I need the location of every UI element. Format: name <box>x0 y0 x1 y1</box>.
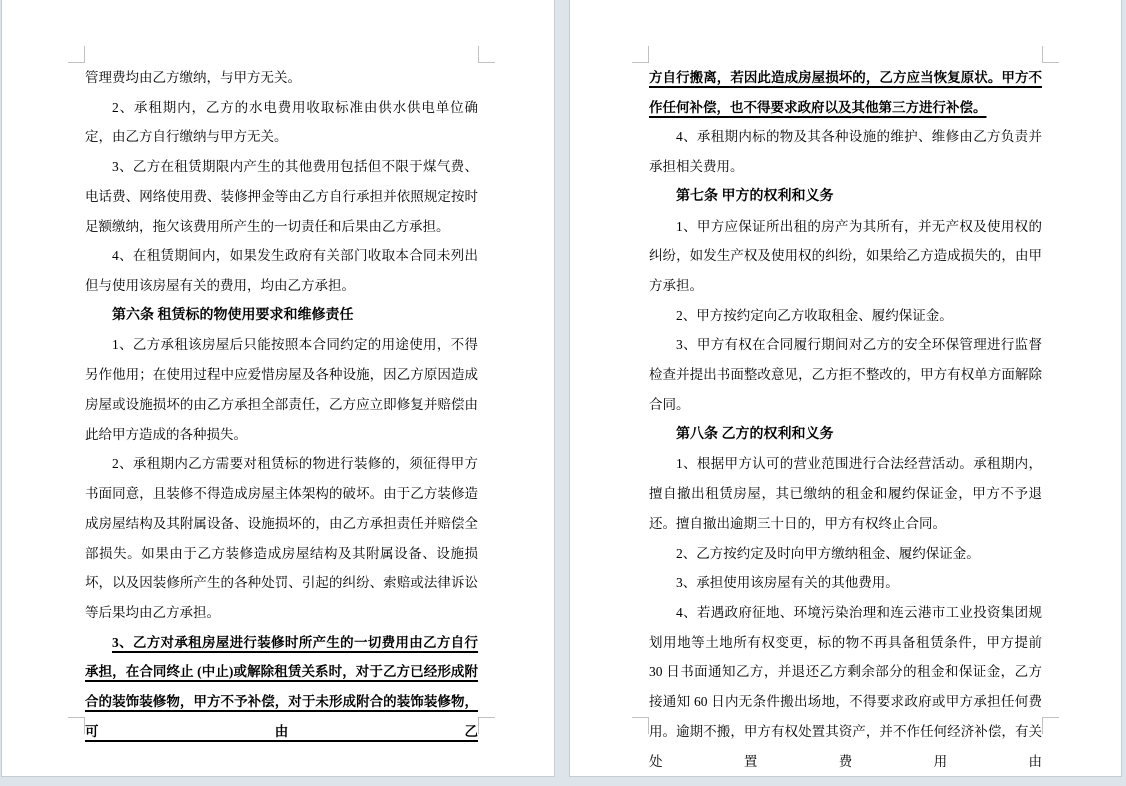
paragraph-emphasized-clause[interactable]: 3、乙方对承租房屋进行装修时所产生的一切费用由乙方自行承担，在合同终止 (中止)或解除租赁关系时，对于乙方已经形成附合的装饰装修物，甲方不予补偿，对于未形成附合的装饰装修物，可由乙 <box>85 634 478 739</box>
paragraph-clause[interactable]: 1、根据甲方认可的营业范围进行合法经营活动。承租期内，擅自撤出租赁房屋，其已缴纳的租金和履约保证金，甲方不予退还。擅自撤出逾期三十日的，甲方有权终止合同。 <box>649 456 1042 531</box>
margin-crop-mark-bottom-right <box>478 717 495 734</box>
paragraph-clause[interactable]: 2、承租期内，乙方的水电费用收取标准由供水供电单位确定，由乙方自行缴纳与甲方无关。 <box>85 99 478 145</box>
paragraph-clause[interactable]: 1、乙方承租该房屋后只能按照本合同约定的用途使用，不得另作他用；在使用过程中应爱惜房屋及各种设施，因乙方原因造成房屋或设施损坏的由乙方承担全部责任，乙方应立即修复并赔偿由此给甲方造成的各种损失。 <box>85 337 478 442</box>
section-heading-article-8[interactable]: 第八条 乙方的权利和义务 <box>676 426 834 442</box>
text-column[interactable] <box>649 63 1042 776</box>
margin-crop-mark-bottom-right <box>1042 717 1059 734</box>
paragraph-continuation[interactable]: 管理费均由乙方缴纳，与甲方无关。 <box>85 70 301 85</box>
paragraph-clause[interactable]: 4、在租赁期间内，如果发生政府有关部门收取本合同未列出但与使用该房屋有关的费用，均由乙方承担。 <box>85 248 478 294</box>
section-heading-article-7[interactable]: 第七条 甲方的权利和义务 <box>676 188 834 204</box>
paragraph-clause[interactable]: 4、若遇政府征地、环境污染治理和连云港市工业投资集团规划用地等土地所有权变更，标的物不再具备租赁条件，甲方提前 30 日书面通知乙方，并退还乙方剩余部分的租金和保证金，乙方接通知 60 日内无条件搬出场地，不得要求政府或甲方承担任何费用。逾期不搬，甲方有权处置其资产，并不作任何经济补偿，有关处置费用由 <box>649 604 1042 769</box>
paragraph-clause[interactable]: 4、承租期内标的物及其各种设施的维护、维修由乙方负责并承担相关费用。 <box>649 129 1042 175</box>
margin-crop-mark-top-right <box>1042 46 1059 63</box>
paragraph-clause[interactable]: 1、甲方应保证所出租的房产为其所有，并无产权及使用权的纠纷，如发生产权及使用权的纠纷，如果给乙方造成损失的，由甲方承担。 <box>649 218 1042 294</box>
document-page-right[interactable] <box>569 0 1122 777</box>
section-heading-article-6[interactable]: 第六条 租赁标的物使用要求和维修责任 <box>112 307 354 323</box>
paragraph-clause[interactable]: 2、乙方按约定及时向甲方缴纳租金、履约保证金。 <box>676 545 980 561</box>
margin-crop-mark-top-left <box>632 46 649 63</box>
paragraph-clause[interactable]: 3、乙方在租赁期限内产生的其他费用包括但不限于煤气费、电话费、网络使用费、装修押金等由乙方自行承担并依照规定按时足额缴纳，拖欠该费用所产生的一切责任和后果由乙方承担。 <box>85 159 478 234</box>
document-page-left[interactable] <box>1 0 555 777</box>
margin-crop-mark-bottom-left <box>68 717 85 734</box>
margin-crop-mark-top-right <box>478 46 495 63</box>
margin-crop-mark-top-left <box>68 46 85 63</box>
paragraph-clause[interactable]: 2、承租期内乙方需要对租赁标的物进行装修的，须征得甲方书面同意，且装修不得造成房屋主体架构的破坏。由于乙方装修造成房屋结构及其附属设备、设施损坏的，由乙方承担责任并赔偿全部损失。如果由于乙方装修造成房屋结构及其附属设备、设施损坏，以及因装修所产生的各种处罚、引起的纠纷、索赔或法律诉讼等后果均由乙方承担。 <box>85 456 478 620</box>
paragraph-clause[interactable]: 3、承担使用该房屋有关的其他费用。 <box>676 575 899 591</box>
paragraph-clause[interactable]: 2、甲方按约定向乙方收取租金、履约保证金。 <box>676 307 953 323</box>
text-column[interactable] <box>85 63 478 747</box>
paragraph-emphasized-continuation[interactable]: 方自行搬离，若因此造成房屋损坏的，乙方应当恢复原状。甲方不作任何补偿，也不得要求政府以及其他第三方进行补偿。 <box>649 70 1042 115</box>
margin-crop-mark-bottom-left <box>632 717 649 734</box>
paragraph-clause[interactable]: 3、甲方有权在合同履行期间对乙方的安全环保管理进行监督检查并提出书面整改意见，乙方拒不整改的，甲方有权单方面解除合同。 <box>649 337 1042 412</box>
